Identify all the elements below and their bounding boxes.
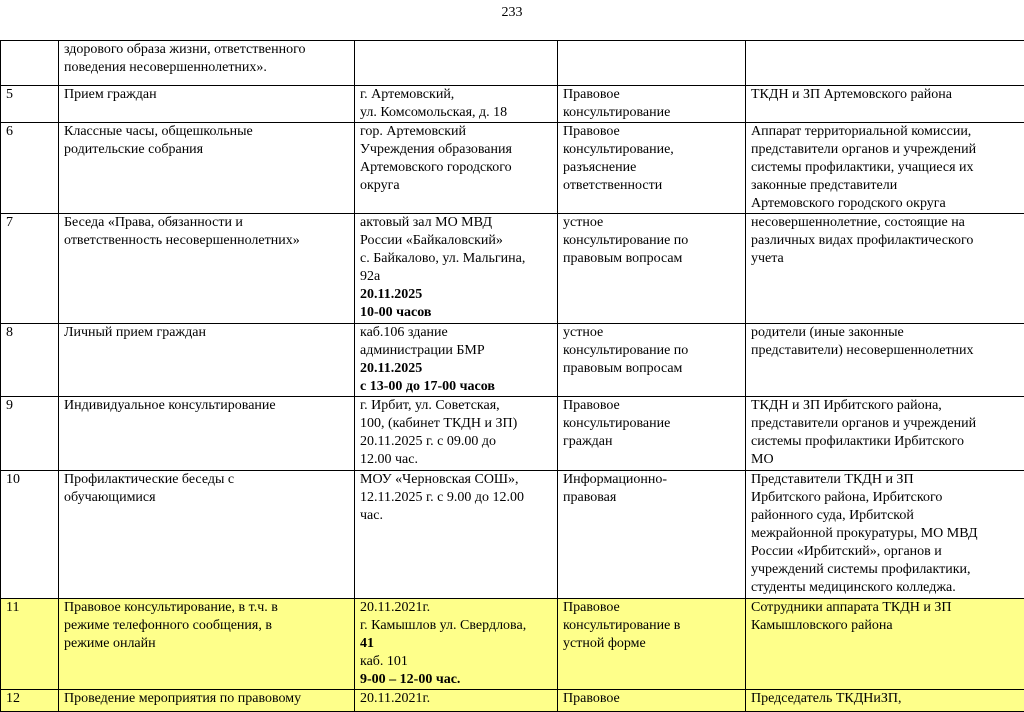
- form-cell: [558, 471, 746, 599]
- event-cell: [59, 599, 355, 690]
- cell-line: Правовое: [563, 397, 741, 415]
- cell-line: Представители ТКДН и ЗП: [751, 471, 1020, 489]
- event-cell: [59, 214, 355, 324]
- form-cell: [558, 86, 746, 123]
- cell-line: системы профилактики, учащиеся их: [751, 159, 1020, 177]
- place-time-cell: [355, 86, 558, 123]
- cell-line: устной форме: [563, 635, 741, 653]
- place-time-cell: [355, 397, 558, 471]
- cell-line: Председатель ТКДНиЗП,: [751, 690, 1020, 708]
- cell-line: родительские собрания: [64, 141, 350, 159]
- cell-line: Аппарат территориальной комиссии,: [751, 123, 1020, 141]
- cell-line: 20.11.2021г.: [360, 690, 553, 708]
- participants-cell: [746, 690, 1024, 712]
- cell-line: правовым вопросам: [563, 250, 741, 268]
- cell-line: поведения несовершеннолетних».: [64, 59, 350, 77]
- cell-line: обучающимися: [64, 489, 350, 507]
- participants-cell: [746, 214, 1024, 324]
- cell-line: администрации БМР: [360, 342, 553, 360]
- cell-line: Артемовского городского округа: [751, 195, 1020, 213]
- cell-line: с. Байкалово, ул. Мальгина,: [360, 250, 553, 268]
- row-number-cell: 6: [1, 123, 59, 214]
- participants-cell: [746, 86, 1024, 123]
- cell-line: России «Байкаловский»: [360, 232, 553, 250]
- place-time-cell: [355, 471, 558, 599]
- cell-line: 12.11.2025 г. с 9.00 до 12.00: [360, 489, 553, 507]
- cell-line: ТКДН и ЗП Артемовского района: [751, 86, 1020, 104]
- cell-line: межрайонной прокуратуры, МО МВД: [751, 525, 1020, 543]
- row-number-cell: 10: [1, 471, 59, 599]
- cell-line: Камышловского района: [751, 617, 1020, 635]
- participants-cell: [746, 123, 1024, 214]
- cell-line: устное: [563, 214, 741, 232]
- cell-line: учреждений системы профилактики,: [751, 561, 1020, 579]
- table-row: [1, 214, 1024, 324]
- cell-line: Артемовского городского: [360, 159, 553, 177]
- place-time-cell: [355, 324, 558, 397]
- participants-cell: [746, 599, 1024, 690]
- page-number: 233: [0, 5, 1024, 21]
- place-time-cell: [355, 599, 558, 690]
- cell-line: 20.11.2021г.: [360, 599, 553, 617]
- cell-line: Профилактические беседы с: [64, 471, 350, 489]
- event-cell: [59, 690, 355, 712]
- participants-cell: [746, 324, 1024, 397]
- cell-line: представители) несовершеннолетних: [751, 342, 1020, 360]
- event-cell: [59, 471, 355, 599]
- place-time-cell: [355, 123, 558, 214]
- cell-line: консультирование по: [563, 232, 741, 250]
- cell-line: актовый зал МО МВД: [360, 214, 553, 232]
- row-number-cell: 7: [1, 214, 59, 324]
- cell-line: граждан: [563, 433, 741, 451]
- cell-line: ответственность несовершеннолетних»: [64, 232, 350, 250]
- row-number-cell: 11: [1, 599, 59, 690]
- form-cell: [558, 214, 746, 324]
- cell-line: законные представители: [751, 177, 1020, 195]
- cell-line: МОУ «Черновская СОШ»,: [360, 471, 553, 489]
- cell-line: представители органов и учреждений: [751, 141, 1020, 159]
- row-number-cell: 8: [1, 324, 59, 397]
- cell-line: режиме телефонного сообщения, в: [64, 617, 350, 635]
- cell-line: Сотрудники аппарата ТКДН и ЗП: [751, 599, 1020, 617]
- cell-line: Классные часы, общешкольные: [64, 123, 350, 141]
- cell-line: ответственности: [563, 177, 741, 195]
- cell-line: учета: [751, 250, 1020, 268]
- table-row: [1, 324, 1024, 397]
- cell-line: консультирование по: [563, 342, 741, 360]
- place-time-cell: [355, 41, 558, 86]
- cell-line: Правовое: [563, 690, 741, 708]
- cell-line: Индивидуальное консультирование: [64, 397, 350, 415]
- form-cell: [558, 324, 746, 397]
- cell-line: ул. Комсомольская, д. 18: [360, 104, 553, 122]
- cell-line: 92а: [360, 268, 553, 286]
- cell-line: различных видах профилактического: [751, 232, 1020, 250]
- table-row: [1, 690, 1024, 712]
- cell-line: Учреждения образования: [360, 141, 553, 159]
- event-cell: [59, 41, 355, 86]
- table-row: [1, 397, 1024, 471]
- cell-line: Информационно-: [563, 471, 741, 489]
- cell-line: Правовое: [563, 123, 741, 141]
- cell-line: Прием граждан: [64, 86, 350, 104]
- place-time-cell: [355, 690, 558, 712]
- row-number-cell: 9: [1, 397, 59, 471]
- form-cell: [558, 397, 746, 471]
- event-cell: [59, 123, 355, 214]
- cell-line: г. Ирбит, ул. Советская,: [360, 397, 553, 415]
- cell-line: Правовое консультирование, в т.ч. в: [64, 599, 350, 617]
- cell-line: правовым вопросам: [563, 360, 741, 378]
- cell-line: 10-00 часов: [360, 304, 553, 322]
- cell-line: устное: [563, 324, 741, 342]
- cell-line: несовершеннолетние, состоящие на: [751, 214, 1020, 232]
- table-row: [1, 41, 1024, 86]
- cell-line: Ирбитского района, Ирбитского: [751, 489, 1020, 507]
- cell-line: г. Камышлов ул. Свердлова,: [360, 617, 553, 635]
- cell-line: МО: [751, 451, 1020, 469]
- events-table: [0, 40, 1024, 712]
- cell-line: Проведение мероприятия по правовому: [64, 690, 350, 708]
- table-row: [1, 123, 1024, 214]
- cell-line: консультирование: [563, 415, 741, 433]
- cell-line: 9-00 – 12-00 час.: [360, 671, 553, 689]
- cell-line: правовая: [563, 489, 741, 507]
- cell-line: представители органов и учреждений: [751, 415, 1020, 433]
- cell-line: режиме онлайн: [64, 635, 350, 653]
- table-row: [1, 599, 1024, 690]
- form-cell: [558, 123, 746, 214]
- cell-line: 41: [360, 635, 553, 653]
- participants-cell: [746, 41, 1024, 86]
- cell-line: родители (иные законные: [751, 324, 1020, 342]
- participants-cell: [746, 471, 1024, 599]
- cell-line: 20.11.2025 г. с 09.00 до: [360, 433, 553, 451]
- table-row: [1, 86, 1024, 123]
- row-number-cell: 5: [1, 86, 59, 123]
- row-number-cell: 12: [1, 690, 59, 712]
- row-number-cell: [1, 41, 59, 86]
- cell-line: Беседа «Права, обязанности и: [64, 214, 350, 232]
- cell-line: консультирование: [563, 104, 741, 122]
- cell-line: Личный прием граждан: [64, 324, 350, 342]
- cell-line: здорового образа жизни, ответственного: [64, 41, 350, 59]
- event-cell: [59, 324, 355, 397]
- cell-line: районного суда, Ирбитской: [751, 507, 1020, 525]
- cell-line: 20.11.2025: [360, 360, 553, 378]
- place-time-cell: [355, 214, 558, 324]
- cell-line: 100, (кабинет ТКДН и ЗП): [360, 415, 553, 433]
- cell-line: системы профилактики Ирбитского: [751, 433, 1020, 451]
- cell-line: консультирование в: [563, 617, 741, 635]
- cell-line: консультирование,: [563, 141, 741, 159]
- participants-cell: [746, 397, 1024, 471]
- table-row: [1, 471, 1024, 599]
- form-cell: [558, 41, 746, 86]
- cell-line: каб. 101: [360, 653, 553, 671]
- cell-line: ТКДН и ЗП Ирбитского района,: [751, 397, 1020, 415]
- cell-line: разъяснение: [563, 159, 741, 177]
- cell-line: 20.11.2025: [360, 286, 553, 304]
- form-cell: [558, 690, 746, 712]
- cell-line: час.: [360, 507, 553, 525]
- cell-line: студенты медицинского колледжа.: [751, 579, 1020, 597]
- cell-line: с 13-00 до 17-00 часов: [360, 378, 553, 396]
- event-cell: [59, 397, 355, 471]
- cell-line: округа: [360, 177, 553, 195]
- cell-line: г. Артемовский,: [360, 86, 553, 104]
- cell-line: Правовое: [563, 86, 741, 104]
- cell-line: 12.00 час.: [360, 451, 553, 469]
- cell-line: Правовое: [563, 599, 741, 617]
- form-cell: [558, 599, 746, 690]
- cell-line: России «Ирбитский», органов и: [751, 543, 1020, 561]
- event-cell: [59, 86, 355, 123]
- cell-line: гор. Артемовский: [360, 123, 553, 141]
- cell-line: каб.106 здание: [360, 324, 553, 342]
